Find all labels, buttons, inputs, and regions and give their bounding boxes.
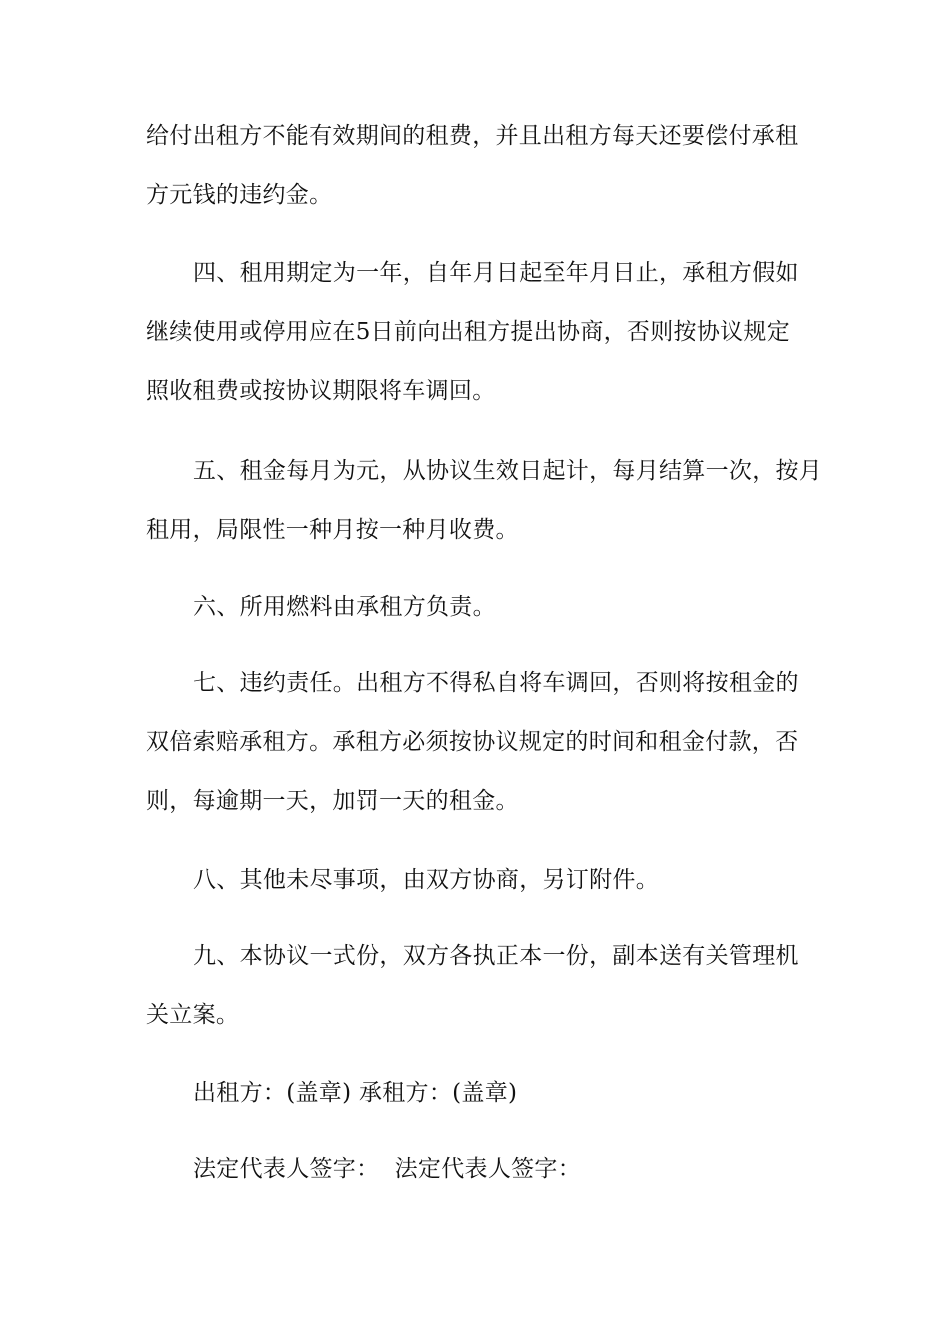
text-line: 出租方：(盖章) 承租方：(盖章) <box>193 1080 518 1106</box>
text-line: 关立案。 <box>146 1002 240 1028</box>
paragraph-clause-5 <box>146 442 823 560</box>
paragraph-clause-4 <box>146 244 810 421</box>
paragraph-continuation <box>146 107 810 225</box>
paragraph-clause-6 <box>146 578 810 637</box>
text-line: 继续使用或停用应在5日前向出租方提出协商，否则按协议规定 <box>146 319 791 345</box>
text-line: 照收租费或按协议期限将车调回。 <box>146 378 496 404</box>
text-line: 租用，局限性一种月按一种月收费。 <box>146 517 519 543</box>
paragraph-signature-line <box>146 1140 810 1199</box>
text-line: 七、违约责任。出租方不得私自将车调回，否则将按租金的 <box>193 670 799 696</box>
paragraph-clause-7 <box>146 654 810 831</box>
text-line: 则，每逾期一天，加罚一天的租金。 <box>146 788 519 814</box>
text-line: 双倍索赔承租方。承租方必须按协议规定的时间和租金付款，否 <box>146 729 799 755</box>
paragraph-seal-line <box>146 1064 810 1123</box>
text-line: 九、本协议一式份，双方各执正本一份，副本送有关管理机 <box>193 943 799 969</box>
paragraph-clause-9 <box>146 927 810 1045</box>
paragraph-clause-8 <box>146 851 810 910</box>
text-line: 八、其他未尽事项，由双方协商，另订附件。 <box>193 867 659 893</box>
text-line: 方元钱的违约金。 <box>146 182 333 208</box>
text-line: 给付出租方不能有效期间的租费，并且出租方每天还要偿付承租 <box>146 123 799 149</box>
text-line: 五、租金每月为元，从协议生效日起计，每月结算一次，按月 <box>193 458 823 484</box>
text-line: 六、所用燃料由承租方负责。 <box>193 594 496 620</box>
text-line: 四、租用期定为一年，自年月日起至年月日止，承租方假如 <box>193 260 799 286</box>
text-line: 法定代表人签字： 法定代表人签字： <box>193 1156 582 1182</box>
